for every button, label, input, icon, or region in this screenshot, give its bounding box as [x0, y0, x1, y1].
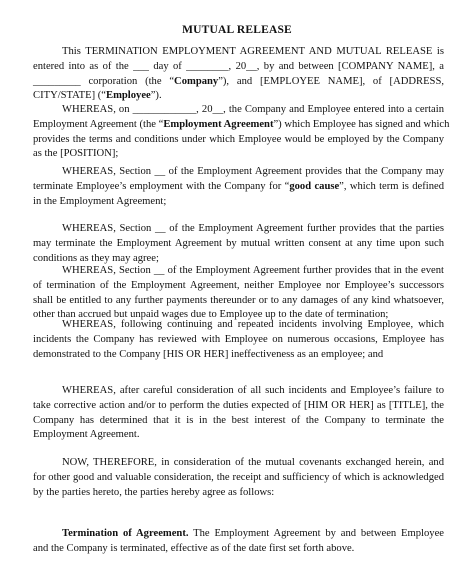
paragraph-whereas-2	[33, 165, 444, 209]
paragraph-line: terminate Employee’s employment with the Company for “good cause”, which term is defined	[33, 180, 444, 192]
paragraph-line: shall be entitled to any further payments thereunder or to any damages of any kind whatsoever,	[33, 294, 444, 306]
bold-term: Termination of Agreement.	[62, 528, 189, 539]
paragraph-line: This TERMINATION EMPLOYMENT AGREEMENT AND MUTUAL RELEASE is	[62, 46, 444, 57]
paragraph-whereas-6	[33, 384, 444, 443]
paragraph-line: CITY/STATE] (“Employee”).	[33, 90, 162, 102]
paragraph-line: Employment Agreement (the “Employment Agreement”) which Employee has signed and which	[33, 118, 450, 130]
bold-term: Company	[174, 75, 219, 87]
paragraph-line: may terminate the Employment Agreement by mutual written consent at any time upon such	[33, 237, 444, 249]
paragraph-whereas-1	[33, 103, 450, 162]
paragraph-line: by the parties hereto, the parties hereby agree as follows:	[33, 486, 275, 498]
paragraph-line: WHEREAS, after careful consideration of all such incidents and Employee’s failure to	[62, 385, 444, 396]
paragraph-line: Termination of Agreement. The Employment Agreement by and between Employee	[62, 528, 445, 539]
paragraph-termination	[33, 527, 444, 557]
paragraph-whereas-4	[33, 264, 444, 323]
paragraph-line: WHEREAS, Section __ of the Employment Agreement provides that the Company may	[62, 166, 444, 177]
paragraph-intro	[33, 45, 444, 104]
paragraph-line: Company has determined that it is in the best interest of the Company to terminate the	[33, 414, 444, 426]
paragraph-line: _________ corporation (the “Company”), and [EMPLOYEE NAME], of [ADDRESS,	[33, 75, 444, 87]
paragraph-line: provides the terms and conditions under which Employee would be employed by the Company	[33, 133, 444, 145]
paragraph-line: NOW, THEREFORE, in consideration of the mutual covenants exchanged herein, and	[62, 457, 444, 468]
paragraph-line: other than accrued but unpaid wages due to Employee up to the date of termination;	[33, 309, 389, 321]
document-title: MUTUAL RELEASE	[182, 24, 292, 36]
paragraph-line: for other good and valuable consideration, the receipt and sufficiency of which is acknowledged	[33, 471, 444, 483]
paragraph-line: in the Employment Agreement;	[33, 195, 167, 207]
paragraph-line: of termination of the Employment Agreement, neither Employee nor Employee’s successors	[33, 279, 444, 291]
paragraph-line: demonstrated to the Company [HIS OR HER] ineffectiveness as an employee; and	[33, 348, 384, 360]
bold-term: Employee	[106, 90, 151, 102]
paragraph-line: WHEREAS, Section __ of the Employment Agreement further provides that in the event	[62, 265, 444, 276]
paragraph-whereas-5	[33, 318, 444, 362]
paragraph-line: WHEREAS, following continuing and repeated incidents involving Employee, which	[62, 319, 444, 330]
paragraph-line: incidents the Company has reviewed with Employee on numerous occasions, Employee has	[33, 333, 444, 345]
paragraph-whereas-3	[33, 222, 444, 266]
paragraph-line: as the [POSITION];	[33, 148, 119, 160]
bold-term: Employment Agreement	[163, 118, 274, 130]
paragraph-line: conditions as they may agree;	[33, 252, 159, 264]
bold-term: good cause	[289, 180, 340, 192]
paragraph-line: take corrective action and/or to perform the duties expected of [HIM OR HER] as [TITLE], the	[33, 399, 444, 411]
paragraph-line: WHEREAS, Section __ of the Employment Agreement further provides that the parties	[62, 223, 444, 234]
paragraph-line: Employment Agreement.	[33, 429, 140, 441]
paragraph-line: WHEREAS, on ____________, 20__, the Company and Employee entered into a certain	[62, 104, 444, 115]
paragraph-line: and the Company is terminated, effective as of the date first set forth above.	[33, 542, 355, 554]
paragraph-line: entered into as of the ___ day of ________, 20__, by and between [COMPANY NAME], a	[33, 60, 444, 72]
paragraph-now-therefore	[33, 456, 444, 500]
